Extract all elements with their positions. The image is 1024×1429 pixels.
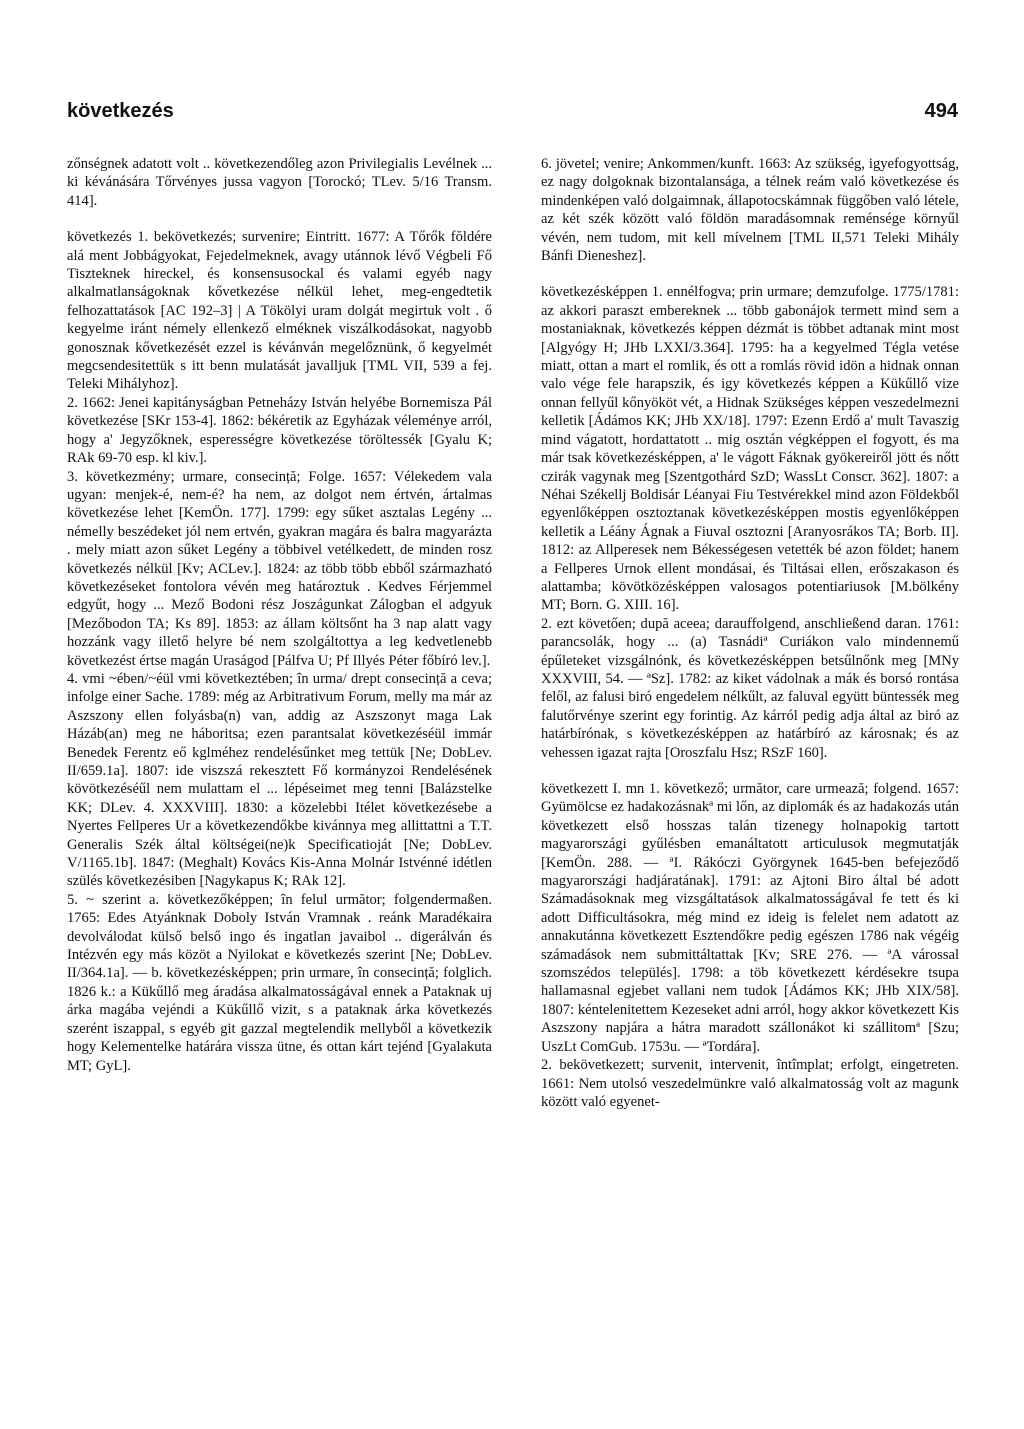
right-column (541, 155, 959, 1111)
entry-paragraph: 4. vmi ~ében/~éül vmi következtében; în urma/ drept consecință a ceva; infolge einer Sache. 1789: még az Arbitrativum Forum, melly ma már az Aszszony ellen folyásba(n) van, addig az Aszszonyt maga Lak Házáb(an) meg ne háboritsa; ezen parantsalat következéséül immár Benedek Ferentz eő kglméhez rendelésűnket meg tettük [Ne; DobLev. II/659.1a]. 1807: ide viszszá rekesztett Fő kormányzoi Rendelésének kövötkezéséűl nem mulattam el ... lépéseimet meg tenni [Balázstelke KK; DLev. 4. XXXVIII]. 1830: a közelebbi Itélet következésebe a Nyertes Fellperes Ur a következendőkbe kivánnya meg allittattni a T.T. Generalis Szék által költségei(ne)k Specificatioját [Ne; DobLev. V/1165.1b]. 1847: (Meghalt) Kovács Kis-Anna Molnár Istvénné idétlen szülés következésiben [Nagykapus K; RAk 12]. (67, 670, 492, 890)
running-headword: következés (67, 100, 174, 122)
entry-paragraph: 6. jövetel; venire; Ankommen/kunft. 1663: Az szükség, igyefogyottság, ez nagy dolgoknak bizontalansága, a télnek reám való következése és mindenképen való dolgaimnak, állapotocskámnak függőben való létele, az két szék között való földön maradásomnak reménsége környűl vévén, nem tudom, mit kell mívelnem [TML II,571 Teleki Mihály Bánfi Dieneshez]. (541, 156, 959, 265)
page-header (67, 100, 958, 130)
entry-paragraph: következésképpen 1. ennélfogva; prin urmare; demzufolge. 1775/1781: az akkori paraszt embereknek ... több gabonájok termett mind sem a mostaniaknak, következés képpen dézmát is többet adtanak mint most [Algyógy H; JHb LXXI/3.364]. 1795: ha a kegyelmed Tégla vetése miatt, ottan a mart el romlik, és ott a romlás rövid idön a hidnak onnan valo vége fele harapszik, és igy következés képpen a Kükűllő vize onnan fellyűl kőnyököt vét, a Hidnak Szükséges képpen veszedelmezni kelletik [Ádámos KK; JHb XX/18]. 1797: Ezenn Erdő a' mult Tavaszig mind vágatott, hordattatott .. mig osztán végképpen el fogyott, és ma már tsak következésképpen, a' le vágott Fáknak gyökereiről jött és nőtt czirák vagynak meg [Szentgothárd SzD; WassLt Conscr. 362]. 1807: a Néhai Székellj Boldisár Léanyai Fiu Testvérekkel mind azon Földekből egyenlőképpen osztoztanak következésképpen mostis egyenlőképpen kelletik a Léány Ágnak a Fiuval osztozni [Aranyosrákos TA; Borb. II]. 1812: az Allperesek nem Békességesen vetették bé azon földet; hanem a Fellperes Urnok ellent mondásai, és Tiltásai ellen, erőszakason és alattamba; kövötközésképpen valosagos potentiariusok [M.bölkény MT; Born. G. XIII. 16]. (541, 284, 959, 614)
entry-paragraph: 3. következmény; urmare, consecință; Folge. 1657: Vélekedem vala ugyan: menjek-é, nem-é? ha nem, az dolgot nem értvén, ártalmas következése lehet [KemÖn. 177]. 1799: egy sűket asztalas Legény ... némelly beszédeket jól nem ertvén, gyakran magára és balra magyarázta . mely miatt azon sűket Legény a többivel vetélkedett, de minden rosz következés nélkül [Kv; ACLev.]. 1824: az több több ebből származható következéseket fontolora vévén meg határoztuk . Kedves Férjemmel edgyűt, hogy ... Mező Bodoni rész Joszágunkat Zálogban el adgyuk [Mezőbodon TA; Ks 89]. 1853: az állam költsőnt ha 3 nap alatt vagy hozzánk vagy illető helyre bé nem szolgáltottya a leg kedvetlenebb következést értse magán Uraságod [Pálfva U; Pf Illyés Péter főbíró lev.]. (67, 468, 492, 669)
entry-paragraph: 2. 1662: Jenei kapitányságban Petneházy István helyébe Bornemisza Pál következése [SKr 153-4]. 1862: békéretik az Egyházak véleménye arról, hogy a' Jegyzőknek, esperességre következése töröltessék [Gyalu K; RAk 69-70 esp. kl kiv.]. (67, 394, 492, 467)
page-number: 494 (924, 100, 958, 122)
entry-paragraph: zőnségnek adatott volt .. következendőleg azon Privilegialis Levélnek ... ki kévánására Tőrvényes jussa vagyon [Torockó; TLev. 5/16 Transm. 414]. (67, 156, 492, 209)
left-column (67, 155, 492, 1075)
entry-paragraph: 2. bekövetkezett; survenit, intervenit, întîmplat; erfolgt, eingetreten. 1661: Nem utolsó veszedelmünkre való alkalmatosság volt az magunk között való egyenet- (541, 1057, 959, 1110)
entry-paragraph: következett I. mn 1. következő; următor, care urmează; folgend. 1657: Gyümölcse ez hadakozásnakª mi lőn, az diplomák és az hadakozás után következett első hosszas talán tizenegy holnapokig tartott magyarországi gyűlésben emanáltatott articulusok megmutatják [KemÖn. 288. — ªI. Rákóczi Györgynek 1645-ben befejeződő magyarországi hadjáratának]. 1791: az Ajtoni Biro által bé adott Számadásoknak meg vizsgáltatások alkalmatosságával fe tett és ki adott Difficultásokra, még mind ez ideig is felelet nem adatott az annakutánna következett Esztendőkre pedig egészen 1786 nak végéig számadások nem submittáltattak [Kv; SRE 276. — ªA várossal szomszédos település]. 1798: a töb következett kérdésekre tsupa hallamasnal egjebet vallani nem tudok [Ádámos KK; JHb XIX/58]. 1807: kéntelenitettem Kezeseket adni arról, hogy akkor következett Kis Aszszony napjára a hátra maradott szállonákot ki szállitomª [Szu; UszLt ComGub. 1753u. — ªTordára]. (541, 781, 959, 1055)
entry-paragraph: következés 1. bekövetkezés; survenire; Eintritt. 1677: A Tőrők fŏldére alá ment Jobbágyokat, Fejedelmeknek, avagy utánnok lévő Végbeli Fő Tiszteknek hireckel, és konsensusockal és valami egyéb nagy alkalmatlanságoknak kővetkezése nélkül lehet, meg-engedtetik felhozattatások [AC 192–3] | A Tökölyi uram dolgát megirtuk volt . ő kegyelme iránt némely ellenkező elméknek viszálkodásokat, nagyobb gonosznak kővetkezését ezzel is kévánván megelőznünk, ő kegyelmét megcsendesitettük s itt benn mulatását javalljuk [TML VII, 539 a fej. Teleki Mihályhoz]. (67, 229, 492, 393)
entry-paragraph: 2. ezt követően; după aceea; darauffolgend, anschließend daran. 1761: parancsolák, hogy ... (a) Tasnádiª Curiákon valo mindennemű épűleteket vizsgálnónk, és következésképpen betsűlnőnk meg [MNy XXXVIII, 54. — ªSz]. 1782: az kiket vádolnak a mák és borsó rontása felől, az falusi biró engedelem nélkűlt, az faluval együtt büntessék meg falutőrvénye szerint egy forintig. Az kárról pedig adja által az biró az határbírónak, s következésképpen az határbíró az károsnak; és az vehessen igazat rajta [Oroszfalu Hsz; RSzF 160]. (541, 615, 959, 761)
entry-paragraph: 5. ~ szerint a. következőképpen; în felul următor; folgendermaßen. 1765: Edes Atyánknak Doboly István Vramnak . reánk Maradékaira devolválodat külső belső ingo és ingatlan javaibol .. digerálván és Intézvén egy más közöt a Nyilokat e következés szerint [Ne; DobLev. II/364.1a]. — b. következésképpen; prin urmare, în consecință; folglich. 1826 k.: a Kükűllő meg áradása alkalmatosságával ennek a Pataknak uj árka magába vejéndi a Kükűllő vizit, s a pataknak árka következés szerént iszappal, s egyéb git gazzal megtelendik mellyből a következik hogy Kelementelke határára vissza ütne, és ottan kárt tejénd [Gyalakuta MT; GyL]. (67, 891, 492, 1074)
